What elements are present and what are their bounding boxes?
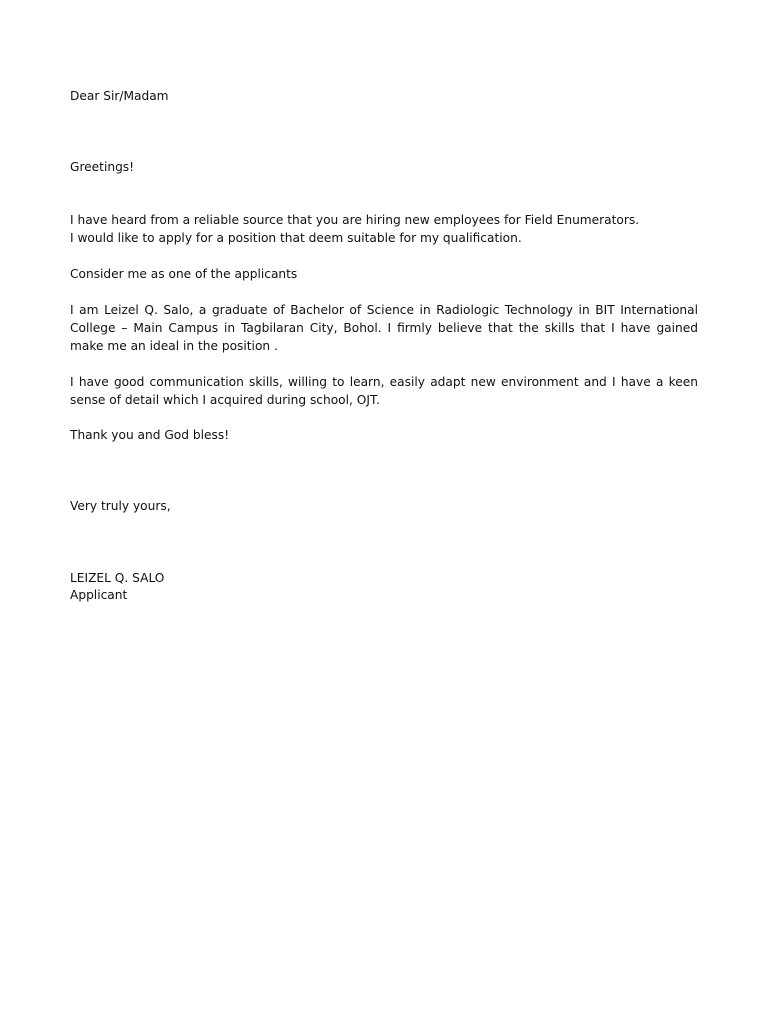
salutation: Dear Sir/Madam bbox=[70, 89, 169, 103]
signature-title: Applicant bbox=[70, 588, 128, 602]
intro-line-2: I would like to apply for a position that deem suitable for my qualification. bbox=[70, 231, 522, 245]
thanks-line: Thank you and God bless! bbox=[70, 428, 230, 442]
greeting: Greetings! bbox=[70, 160, 135, 174]
background-paragraph: I am Leizel Q. Salo, a graduate of Bachelor of Science in Radiologic Technology in BIT International College – Main Campus in Tagbilaran City, Bohol. I firmly believe that the skills that I have gained make me an ideal in the position . bbox=[70, 303, 698, 353]
intro-line-1: I have heard from a reliable source that you are hiring new employees for Field Enumerators. bbox=[70, 213, 640, 227]
signature-name: LEIZEL Q. SALO bbox=[70, 571, 165, 585]
consider-line: Consider me as one of the applicants bbox=[70, 267, 298, 281]
skills-paragraph: I have good communication skills, willing to learn, easily adapt new environment and I have a keen sense of detail which I acquired during school, OJT. bbox=[70, 375, 698, 407]
intro-paragraph bbox=[70, 211, 698, 247]
closing-line: Very truly yours, bbox=[70, 499, 171, 513]
